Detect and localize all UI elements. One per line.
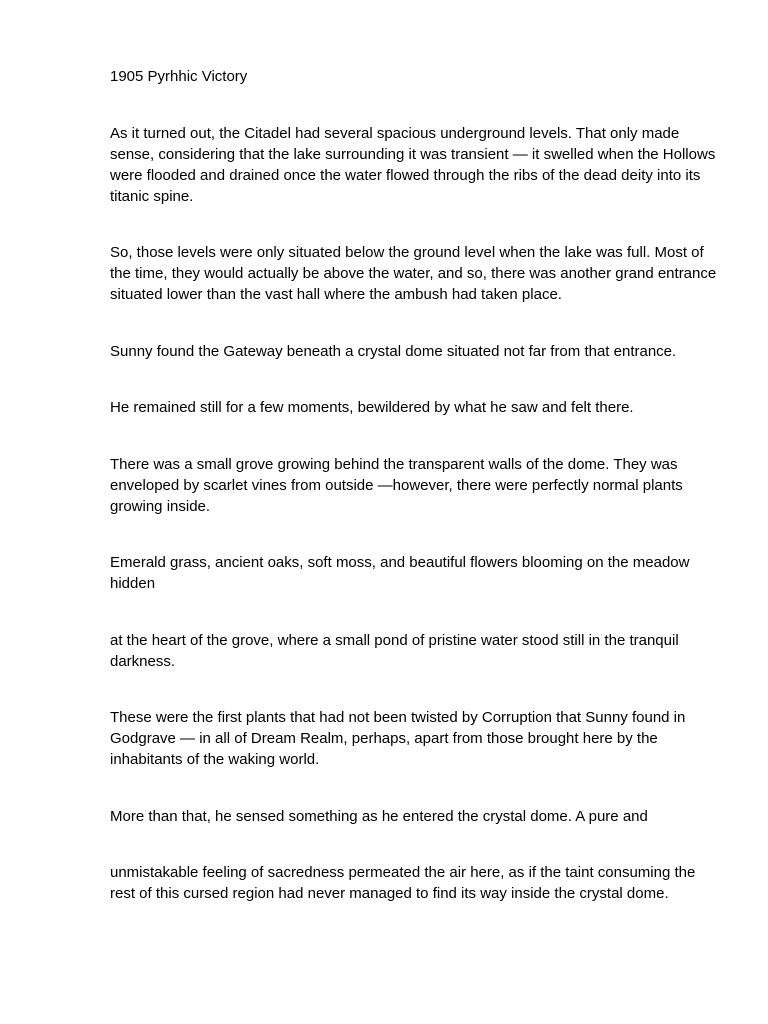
paragraph-4: He remained still for a few moments, bewildered by what he saw and felt there. bbox=[110, 399, 634, 416]
paragraph-2: So, those levels were only situated below the ground level when the lake was full. Most of the time, they would actually be above the water, and so, there was another grand entrance situated lower than the vast hall where the ambush had taken place. bbox=[110, 244, 717, 303]
chapter-title: 1905 Pyrhhic Victory bbox=[110, 68, 248, 85]
paragraph-10: unmistakable feeling of sacredness permeated the air here, as if the taint consuming the rest of this cursed region had never managed to find its way inside the crystal dome. bbox=[110, 864, 696, 902]
paragraph-5: There was a small grove growing behind the transparent walls of the dome. They was enveloped by scarlet vines from outside —however, there were perfectly normal plants growing inside. bbox=[110, 456, 683, 515]
paragraph-8: These were the first plants that had not been twisted by Corruption that Sunny found in Godgrave — in all of Dream Realm, perhaps, apart from those brought here by the inhabitants of the waking world. bbox=[110, 709, 686, 768]
paragraph-9: More than that, he sensed something as he entered the crystal dome. A pure and bbox=[110, 808, 648, 825]
paragraph-6: Emerald grass, ancient oaks, soft moss, and beautiful flowers blooming on the meadow hidden bbox=[110, 554, 690, 592]
paragraph-7: at the heart of the grove, where a small pond of pristine water stood still in the tranquil darkness. bbox=[110, 632, 679, 670]
paragraph-3: Sunny found the Gateway beneath a crystal dome situated not far from that entrance. bbox=[110, 343, 677, 360]
paragraph-1: As it turned out, the Citadel had several spacious underground levels. That only made sense, considering that the lake surrounding it was transient — it swelled when the Hollows were flooded and drained once the water flowed through the ribs of the dead deity into its titanic spine. bbox=[110, 125, 716, 205]
